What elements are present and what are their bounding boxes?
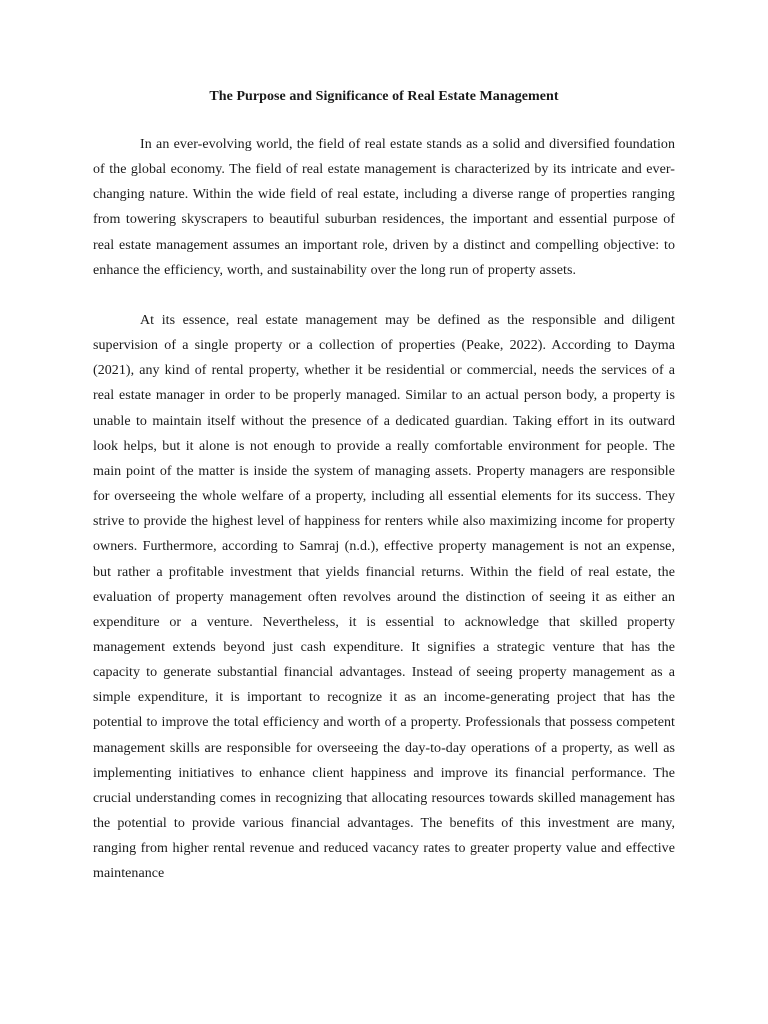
paragraph-definition: At its essence, real estate management may be defined as the responsible and diligent supervision of a single property or a collection of properties (Peake, 2022). According to Dayma (2021), any kind of rental property, whether it be residential or commercial, needs the services of a real estate manager in order to be properly managed. Similar to an actual person body, a property is unable to maintain itself without the presence of a dedicated guardian. Taking effort in its outward look helps, but it alone is not enough to provide a really comfortable environment for people. The main point of the matter is inside the system of managing assets. Property managers are responsible for overseeing the whole welfare of a property, including all essential elements for its success. They strive to provide the highest level of happiness for renters while also maximizing income for property owners. Furthermore, according to Samraj (n.d.), effective property management is not an expense, but rather a profitable investment that yields financial returns. Within the field of real estate, the evaluation of property management often revolves around the distinction of seeing it as either an expenditure or a venture. Nevertheless, it is essential to acknowledge that skilled property management extends beyond just cash expenditure. It signifies a strategic venture that has the capacity to generate substantial financial advantages. Instead of seeing property management as a simple expenditure, it is important to recognize it as an income-generating project that has the potential to improve the total efficiency and worth of a property. Professionals that possess competent management skills are responsible for overseeing the day-to-day operations of a property, as well as implementing initiatives to enhance client happiness and improve its financial performance. The crucial understanding comes in recognizing that allocating resources towards skilled management has the potential to provide various financial advantages. The benefits of this investment are many, ranging from higher rental revenue and reduced vacancy rates to greater property value and effective maintenance bbox=[93, 312, 675, 882]
paragraph-introduction: In an ever-evolving world, the field of real estate stands as a solid and diversified foundation of the global economy. The field of real estate management is characterized by its intricate and ever-changing nature. Within the wide field of real estate, including a diverse range of properties ranging from towering skyscrapers to beautiful suburban residences, the important and essential purpose of real estate management assumes an important role, driven by a distinct and compelling objective: to enhance the efficiency, worth, and sustainability over the long run of property assets. bbox=[93, 137, 675, 278]
document-title: The Purpose and Significance of Real Estate Management bbox=[209, 89, 559, 104]
